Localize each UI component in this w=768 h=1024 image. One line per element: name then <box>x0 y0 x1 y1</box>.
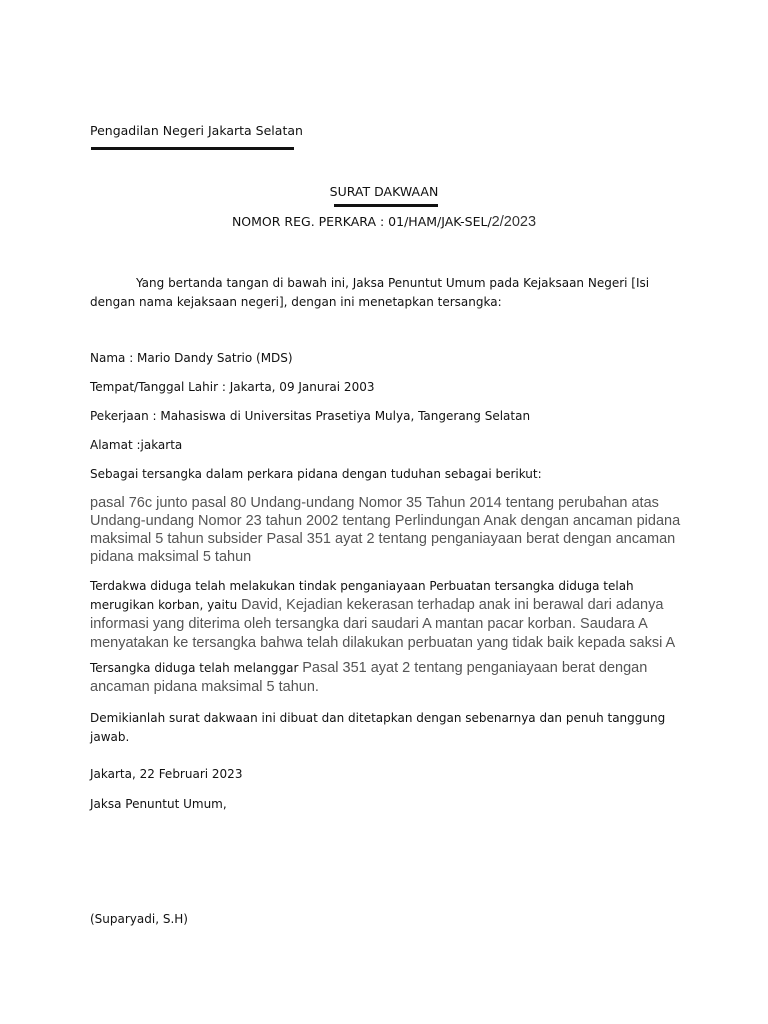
act-detail: David, Kejadian kekerasan terhadap anak ini berawal dari adanya informasi yang diterima oleh tersangka dari saudari A mantan pacar korban. Saudara A menyatakan ke tersangka bahwa telah dilakukan perbuatan yang tidak baik kepada saksi A <box>90 597 676 651</box>
case-number-year: 2/2023 <box>491 214 537 230</box>
court-underline <box>91 147 294 150</box>
signature-place-date: Jakarta, 22 Februari 2023 <box>90 767 243 781</box>
charges-violation-paragraph <box>90 659 682 697</box>
title-underline <box>334 204 438 207</box>
case-number <box>0 214 768 230</box>
suspect-name: Nama : Mario Dandy Satrio (MDS) <box>90 351 293 365</box>
closing-paragraph: Demikianlah surat dakwaan ini dibuat dan ditetapkan dengan sebenarnya dan penuh tanggung jawab. <box>90 711 666 744</box>
case-number-prefix: NOMOR REG. PERKARA : 01/HAM/JAK-SEL/ <box>231 214 492 229</box>
charges-heading: Sebagai tersangka dalam perkara pidana dengan tuduhan sebagai berikut: <box>90 467 542 481</box>
document-title: SURAT DAKWAAN <box>329 184 439 199</box>
charges-act-paragraph <box>90 577 682 653</box>
intro-paragraph <box>90 274 682 312</box>
violation-detail: Pasal 351 ayat 2 tentang penganiayaan berat dengan ancaman pidana maksimal 5 tahun. <box>90 660 648 695</box>
signature-name: (Suparyadi, S.H) <box>90 912 188 926</box>
act-lead: Terdakwa diduga telah melakukan tindak penganiayaan Perbuatan tersangka diduga telah merugikan korban, yaitu <box>90 579 634 612</box>
suspect-address: Alamat :jakarta <box>90 438 183 452</box>
violation-lead: Tersangka diduga telah melanggar <box>90 661 299 675</box>
court-name: Pengadilan Negeri Jakarta Selatan <box>90 123 303 138</box>
suspect-birth: Tempat/Tanggal Lahir : Jakarta, 09 Janurai 2003 <box>90 380 375 394</box>
suspect-job: Pekerjaan : Mahasiswa di Universitas Prasetiya Mulya, Tangerang Selatan <box>90 409 531 423</box>
charges-law-paragraph: pasal 76c junto pasal 80 Undang-undang Nomor 35 Tahun 2014 tentang perubahan atas Undang-undang Nomor 23 tahun 2002 tentang Perlindungan Anak dengan ancaman pidana maksimal 5 tahun subsider Pasal 351 ayat 2 tentang penganiayaan berat dengan ancaman pidana maksimal 5 tahun <box>90 495 681 565</box>
intro-text: Yang bertanda tangan di bawah ini, Jaksa Penuntut Umum pada Kejaksaan Negeri [Isi dengan nama kejaksaan negeri], dengan ini menetapkan tersangka: <box>90 276 650 309</box>
signature-role: Jaksa Penuntut Umum, <box>90 797 227 811</box>
